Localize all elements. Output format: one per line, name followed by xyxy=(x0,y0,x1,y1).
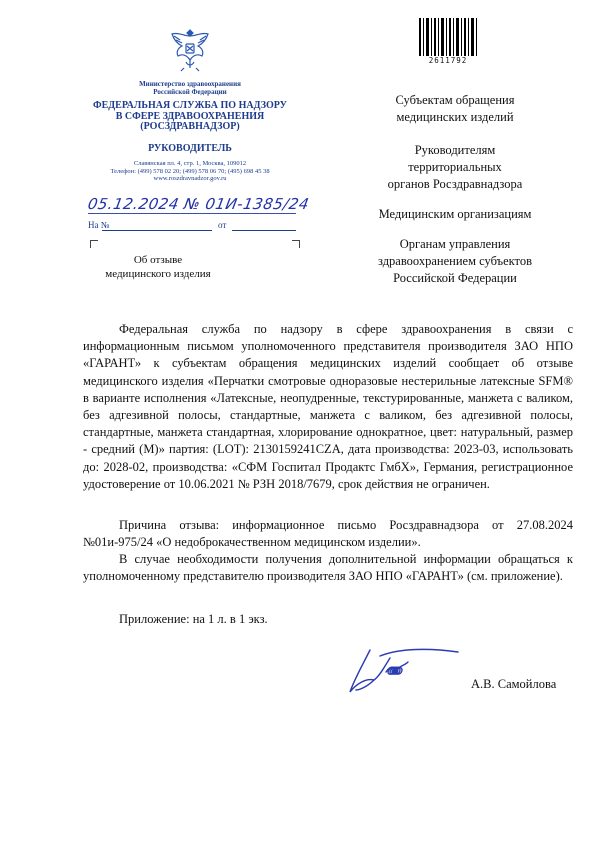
addressee-block xyxy=(350,206,560,223)
number-underline xyxy=(102,230,212,231)
address-line: Славянская пл. 4, стр. 1, Москва, 109012 xyxy=(133,160,247,167)
handwritten-signature xyxy=(340,640,470,700)
body-paragraph: В случае необходимости получения дополнительной информации обращаться к уполномоченному представителю производителя ЗАО НПО «ГАРАНТ» (см. приложение). xyxy=(83,552,573,584)
registration-underline xyxy=(88,213,296,214)
addressee-line: Органам управления xyxy=(399,237,511,251)
body-paragraph: Причина отзыва: информационное письмо Росздравнадзора от 27.08.2024 №01и-975/24 «О недоброкачественном медицинском изделии». xyxy=(83,518,573,550)
head-title: РУКОВОДИТЕЛЬ xyxy=(148,143,232,154)
addressee-block xyxy=(360,92,550,126)
subject-heading xyxy=(98,253,218,281)
from-underline xyxy=(232,230,296,231)
address-line: www.roszdravnadzor.gov.ru xyxy=(153,175,227,183)
addressee-line: здравоохранением субъектов xyxy=(377,254,532,268)
barcode-icon xyxy=(418,18,478,56)
addressee-line: органов Росздравнадзора xyxy=(387,177,523,191)
number-label: На № xyxy=(88,220,110,230)
address-line: Телефон: (499) 578 02 20; (499) 578 06 70; (495) 698 45 38 xyxy=(110,167,270,175)
addressee-line: территориальных xyxy=(408,160,502,174)
subject-line: медицинского изделия xyxy=(105,268,211,280)
appendix-note: Приложение: на 1 л. в 1 экз. xyxy=(119,612,268,626)
subject-corner-left xyxy=(90,240,98,248)
service-name xyxy=(80,101,300,133)
coat-of-arms-emblem xyxy=(168,26,212,72)
from-label: от xyxy=(218,220,227,230)
ministry-line: Министерство здравоохранения xyxy=(139,80,241,88)
reference-number-row xyxy=(88,220,298,232)
ministry-line: Российской Федерации xyxy=(153,88,227,96)
signer-name: А.В. Самойлова xyxy=(471,677,557,691)
addressee-line: медицинских изделий xyxy=(396,110,514,124)
body-paragraph: Федеральная служба по надзору в сфере здравоохранения в связи с информационным письмом уполномоченного представителя производителя ЗАО НПО «ГАРАНТ» к субъектам обращения медицинских изделий сообщает об отзыве медицинского изделия «Перчатки смотровые одноразовые нестерильные латексные SFM® в варианте исполнения «Латексные, неопудренные, текстурированные, манжета с валиком, без адгезивной полосы, стандартные, манжета с валиком, без адгезивной полосы, стандартные, манжета стандартная, хлорирование однократное, цвет: натуральный, размер - средний (M)» партия: (LOT): 2130159241CZA, дата производства: 2023-03, использовать до: 2028-02, производства: «СФМ Госпитал Продактс ГмбХ», Германия, регистрационное удостоверение от 10.06.2021 № РЗН 2018/7679, срок действия не ограничен. xyxy=(83,322,573,491)
addressee-line: Руководителям xyxy=(414,143,496,157)
letterhead-address xyxy=(82,160,298,183)
service-line: В СФЕРЕ ЗДРАВООХРАНЕНИЯ xyxy=(115,110,265,122)
service-line: ФЕДЕРАЛЬНАЯ СЛУЖБА ПО НАДЗОРУ xyxy=(93,100,287,111)
addressee-line: Российской Федерации xyxy=(393,271,517,285)
addressee-block xyxy=(360,142,550,193)
addressee-block xyxy=(345,236,565,287)
barcode-number: 2611792 xyxy=(428,56,468,65)
subject-corner-right xyxy=(292,240,300,248)
service-line: (РОСЗДРАВНАДЗОР) xyxy=(140,121,240,132)
addressee-line: Субъектам обращения xyxy=(395,93,515,107)
addressee-line: Медицинским организациям xyxy=(378,207,532,221)
subject-line: Об отзыве xyxy=(133,254,183,266)
ministry-name xyxy=(90,80,290,96)
handwritten-registration: 05.12.2024 № 01И-1385/24 xyxy=(86,195,311,213)
